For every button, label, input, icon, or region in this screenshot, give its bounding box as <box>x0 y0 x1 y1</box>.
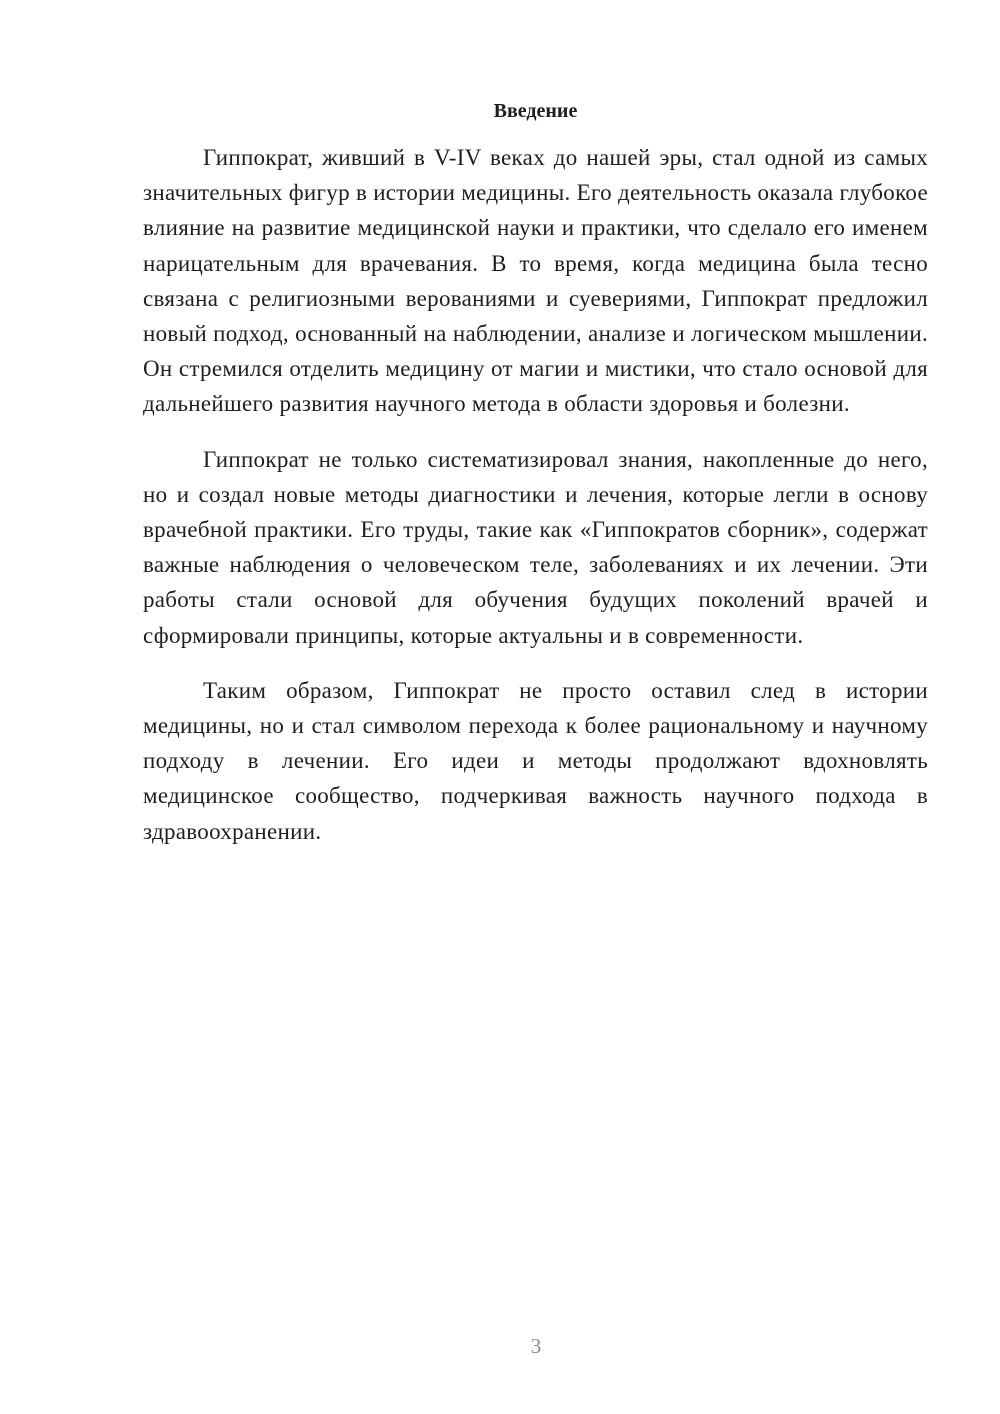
body-text <box>143 140 928 869</box>
paragraph-2: Гиппократ не только систематизировал знания, накопленные до него, но и создал новые методы диагностики и лечения, которые легли в основу врачебной практики. Его труды, такие как «Гиппократов сборник», содержат важные наблюдения о человеческом теле, заболеваниях и их лечении. Эти работы стали основой для обучения будущих поколений врачей и сформировали принципы, которые актуальны и в современности. <box>143 446 928 648</box>
section-heading: Введение <box>493 100 578 122</box>
paragraph-3: Таким образом, Гиппократ не просто оставил след в истории медицины, но и стал символом перехода к более рациональному и научному подходу в лечении. Его идеи и методы продолжают вдохновлять медицинское сообщество, подчеркивая важность научного подхода в здравоохранении. <box>143 677 928 844</box>
paragraph-1: Гиппократ, живший в V-IV веках до нашей эры, стал одной из самых значительных фигур в истории медицины. Его деятельность оказала глубокое влияние на развитие медицинской науки и практики, что сделало его именем нарицательным для врачевания. В то время, когда медицина была тесно связана с религиозными верованиями и суевериями, Гиппократ предложил новый подход, основанный на наблюдении, анализе и логическом мышлении. Он стремился отделить медицину от магии и мистики, что стало основой для дальнейшего развития научного метода в области здоровья и болезни. <box>143 145 928 417</box>
page-number: 3 <box>530 1334 542 1358</box>
